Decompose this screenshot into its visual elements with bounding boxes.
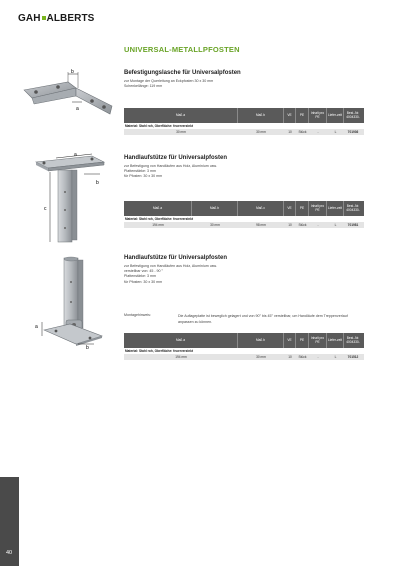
col-header: Maß b <box>192 201 238 216</box>
table-cell: 701936 <box>347 130 359 134</box>
col-header: Best.-Nr. 4004330- <box>346 203 360 212</box>
table-header <box>124 108 364 123</box>
col-header: Best.-Nr. 4004330- <box>346 110 360 119</box>
table-cell: 10 <box>288 130 292 134</box>
mounting-note-text <box>178 313 378 325</box>
product-2-title: Handlaufstütze für Universalpfosten <box>124 155 228 161</box>
mounting-note-label: Montagehinweis: <box>124 313 151 317</box>
product-3-image <box>30 252 115 350</box>
product-3-table <box>124 333 364 360</box>
product-1-title: Befestigungslasche für Universalpfosten <box>124 70 241 76</box>
table-cell: 701512 <box>347 355 359 359</box>
col-header: Maß a <box>124 333 238 348</box>
product-3-desc-line: verstellbar von: 45 - 90 ° <box>124 269 163 274</box>
product-3-desc-line: Plattenstärke: 3 mm <box>124 274 156 279</box>
table-cell: - <box>317 355 319 359</box>
col-header: Inhalt pro PE <box>309 333 327 348</box>
p1-dim-b: b <box>71 69 74 75</box>
product-1-image <box>16 68 120 130</box>
table-header <box>124 333 364 348</box>
table-cell: L <box>334 355 337 359</box>
material-note: Material: Stahl roh, Oberfläche: feuerverzinkt <box>125 124 194 128</box>
table-cell: Stück <box>298 223 307 227</box>
table-cell: Stück <box>298 130 307 134</box>
product-2-desc-line: zur Befestigung von Handläufen aus Holz, Aluminium usw. <box>124 164 217 168</box>
product-3-title: Handlaufstütze für Universalpfosten <box>124 255 228 261</box>
brand-dot-icon <box>42 16 46 20</box>
brand-part1: GAH <box>18 13 41 24</box>
table-row <box>124 222 364 228</box>
col-header: PE <box>296 333 309 348</box>
col-header: Maß b <box>238 333 284 348</box>
table-cell: 701981 <box>347 223 359 227</box>
table-cell: 98 mm <box>256 223 266 227</box>
col-header: VE <box>284 108 296 123</box>
col-header: Liefer-zeit <box>327 333 344 348</box>
table-cell: 30 mm <box>210 223 220 227</box>
product-2-table <box>124 201 364 228</box>
col-header: PE <box>296 201 309 216</box>
table-cell: 30 mm <box>256 355 266 359</box>
table-cell: 194 mm <box>152 223 164 227</box>
material-note: Material: Stahl roh, Oberfläche: feuerverzinkt <box>125 349 194 353</box>
table-cell: 30 mm <box>256 130 266 134</box>
col-header: Maß c <box>238 201 284 216</box>
col-header: Liefer-zeit <box>327 201 344 216</box>
col-header: Inhalt pro PE <box>309 108 327 123</box>
product-1-table <box>124 108 364 135</box>
table-cell: Stück <box>298 355 307 359</box>
product-2-image <box>30 150 115 250</box>
table-cell: L <box>334 130 337 134</box>
product-1-desc-line: Schenkellänge: 119 mm <box>124 84 163 89</box>
table-cell: 194 mm <box>175 355 187 359</box>
table-cell: 10 <box>288 355 292 359</box>
table-row <box>124 129 364 135</box>
col-header: Maß b <box>238 108 284 123</box>
col-header: VE <box>284 201 296 216</box>
material-note: Material: Stahl roh, Oberfläche: feuerverzinkt <box>125 217 194 221</box>
col-header: VE <box>284 333 296 348</box>
product-3-desc-line: zur Befestigung von Handläufen aus Holz, Aluminium usw. <box>124 264 217 268</box>
mounting-note-line: Die Auflageplatte ist beweglich gelagert und von 90° bis 45° verstellbar, um Handläufe dem Treppenverlauf <box>178 314 348 318</box>
p2-dim-a: a <box>74 152 77 158</box>
col-header: PE <box>296 108 309 123</box>
col-header: Liefer-zeit <box>327 108 344 123</box>
product-1-description <box>124 79 213 89</box>
col-header: Best.-Nr. 4004330- <box>346 335 360 344</box>
table-cell: - <box>317 223 319 227</box>
table-cell: - <box>317 130 319 134</box>
mounting-note-line: anpassen zu können. <box>178 320 213 324</box>
product-1-desc-line: zur Montage der Querleitung an Eckpfosten 30 x 30 mm <box>124 79 214 83</box>
product-3-description <box>124 264 217 285</box>
brand-logo <box>18 13 94 24</box>
table-cell: L <box>334 223 337 227</box>
product-2-description <box>124 164 217 180</box>
product-2-desc-line: Plattenstärke: 3 mm <box>124 169 156 174</box>
product-2-desc-line: für Pfosten: 30 x 30 mm <box>124 174 163 179</box>
page-title: UNIVERSAL-METALLPFOSTEN <box>124 45 240 54</box>
col-header: Maß a <box>124 108 238 123</box>
p1-dim-a: a <box>76 106 79 112</box>
col-header: Maß a <box>124 201 192 216</box>
table-cell: 30 mm <box>176 130 186 134</box>
table-row <box>124 354 364 360</box>
p3-dim-b: b <box>86 345 89 350</box>
brand-part2: ALBERTS <box>46 13 95 24</box>
product-3-desc-line: für Pfosten: 30 x 30 mm <box>124 279 163 284</box>
p3-dim-a: a <box>35 324 38 330</box>
page-number: 40 <box>6 550 13 556</box>
table-cell: 10 <box>288 223 292 227</box>
col-header: Inhalt pro PE <box>309 201 327 216</box>
table-header <box>124 201 364 216</box>
p2-dim-c: c <box>44 206 47 212</box>
p2-dim-b: b <box>96 180 99 186</box>
